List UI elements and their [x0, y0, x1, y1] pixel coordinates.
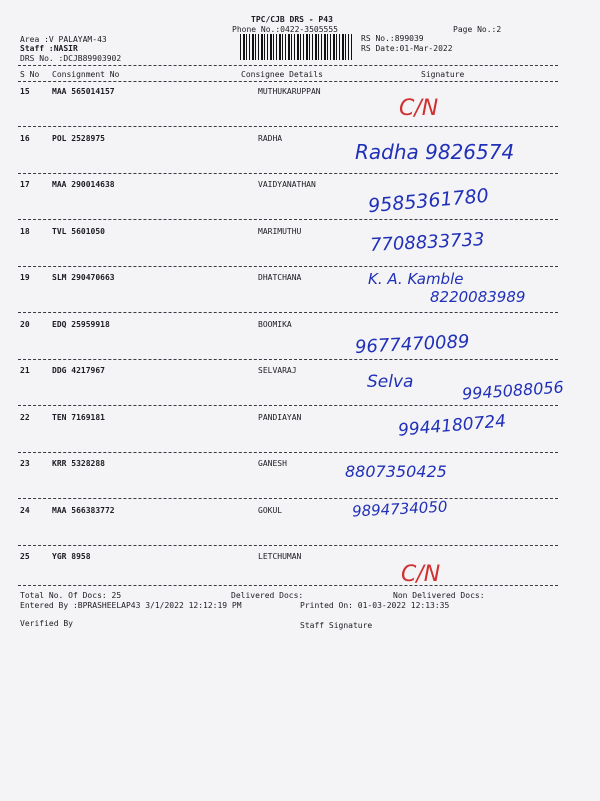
row-consignment-no: DDG 4217967 — [52, 366, 105, 375]
row-consignee-name: GANESH — [258, 459, 287, 468]
col-consignment: Consignment No — [52, 70, 120, 79]
row-sno: 24 — [20, 506, 30, 515]
signature-r24: 9894734050 — [351, 497, 448, 521]
column-divider — [18, 81, 558, 82]
row-divider — [18, 173, 558, 174]
verified-by: Verified By — [20, 619, 73, 628]
row-consignment-no: MAA 290014638 — [52, 180, 115, 189]
row-consignment-no: MAA 565014157 — [52, 87, 115, 96]
row-consignee-name: GOKUL — [258, 506, 283, 515]
signature-r17: 9585361780 — [367, 184, 490, 218]
signature-r19-name: K. A. Kamble — [368, 270, 464, 288]
col-sno: S No — [20, 70, 40, 79]
row-sno: 25 — [20, 552, 30, 561]
non-delivered-docs: Non Delivered Docs: — [393, 591, 485, 600]
row-divider — [18, 405, 558, 406]
document-title: TPC/CJB DRS - P43 — [251, 15, 333, 24]
rs-date: RS Date:01-Mar-2022 — [361, 44, 453, 53]
row-divider — [18, 452, 558, 453]
row-divider — [18, 219, 558, 220]
total-docs: Total No. Of Docs: 25 — [20, 591, 122, 600]
row-consignment-no: POL 2528975 — [52, 134, 105, 143]
row-sno: 16 — [20, 134, 30, 143]
row-sno: 17 — [20, 180, 30, 189]
row-consignment-no: EDQ 25959918 — [52, 320, 110, 329]
barcode-image — [240, 34, 352, 60]
row-consignment-no: MAA 566383772 — [52, 506, 115, 515]
row-consignment-no: TEN 7169181 — [52, 413, 105, 422]
delivered-docs: Delivered Docs: — [231, 591, 304, 600]
signature-r21-phone: 9945088056 — [461, 377, 565, 404]
row-divider — [18, 359, 558, 360]
row-sno: 23 — [20, 459, 30, 468]
row-divider — [18, 126, 558, 127]
row-divider — [18, 545, 558, 546]
entered-by: Entered By :BPRASHEELAP43 3/1/2022 12:12:19 PM — [20, 601, 242, 610]
row-consignee-name: BOOMIKA — [258, 320, 292, 329]
row-consignee-name: MUTHUKARUPPAN — [258, 87, 321, 96]
printed-on: Printed On: 01-03-2022 12:13:35 — [300, 601, 450, 610]
rs-number: RS No.:899039 — [361, 34, 424, 43]
row-sno: 19 — [20, 273, 30, 282]
signature-r20: 9677470089 — [354, 331, 471, 358]
row-sno: 15 — [20, 87, 30, 96]
row-consignee-name: SELVARAJ — [258, 366, 297, 375]
signature-r21-name: Selva — [367, 372, 414, 392]
signature-r19-phone: 8220083989 — [430, 288, 526, 306]
drs-number: DRS No. :DCJB89903902 — [20, 54, 122, 63]
row-consignee-name: RADHA — [258, 134, 283, 143]
row-divider — [18, 498, 558, 499]
col-signature: Signature — [421, 70, 465, 79]
col-consignee: Consignee Details — [241, 70, 323, 79]
signature-r18: 7708833733 — [369, 229, 486, 256]
header-divider — [18, 65, 558, 66]
row-consignment-no: SLM 290470663 — [52, 273, 115, 282]
row-sno: 21 — [20, 366, 30, 375]
phone-number: Phone No.:0422-3505555 — [232, 25, 338, 34]
row-sno: 20 — [20, 320, 30, 329]
staff-signature: Staff Signature — [300, 621, 373, 630]
row-divider — [18, 266, 558, 267]
row-consignee-name: DHATCHANA — [258, 273, 302, 282]
signature-r23: 8807350425 — [345, 462, 447, 481]
footer-divider — [18, 585, 558, 586]
staff-label: Staff :NASIR — [20, 44, 78, 53]
row-consignee-name: LETCHUMAN — [258, 552, 302, 561]
row-consignment-no: TVL 5601050 — [52, 227, 105, 236]
area-label: Area :V PALAYAM-43 — [20, 35, 107, 44]
signature-r16: Radha 9826574 — [355, 140, 515, 164]
row-consignee-name: MARIMUTHU — [258, 227, 302, 236]
signature-r25: C/N — [401, 562, 441, 587]
row-consignment-no: KRR 5328288 — [52, 459, 105, 468]
signature-r22: 9944180724 — [397, 411, 507, 441]
row-sno: 22 — [20, 413, 30, 422]
page-number: Page No.:2 — [453, 25, 502, 34]
row-sno: 18 — [20, 227, 30, 236]
signature-r15: C/N — [399, 96, 439, 121]
row-consignee-name: PANDIAYAN — [258, 413, 302, 422]
row-divider — [18, 312, 558, 313]
row-consignment-no: YGR 8958 — [52, 552, 91, 561]
row-consignee-name: VAIDYANATHAN — [258, 180, 316, 189]
